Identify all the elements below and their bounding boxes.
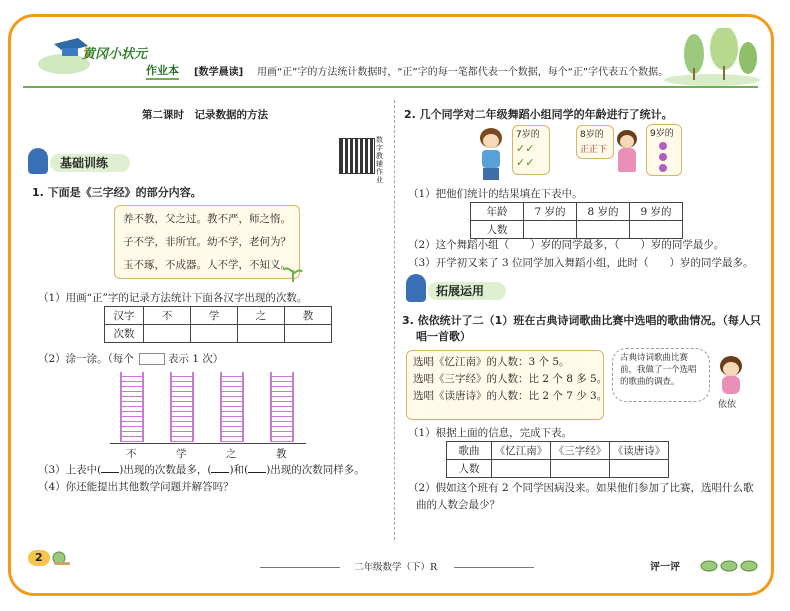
table-header-cell: 9 岁的 (630, 203, 683, 221)
answer-cell[interactable] (630, 221, 683, 239)
footer (24, 548, 760, 582)
info-box (406, 350, 608, 420)
section-title: 基础训练 (60, 156, 109, 170)
poem-line: 子不学，非所宜。幼不学，老何为？ (123, 236, 291, 248)
question-3-title-2: 唱一首歌） (416, 330, 471, 343)
girl-name: 依依 (718, 400, 737, 410)
snail-icon (50, 548, 72, 566)
answer-cell[interactable] (551, 460, 610, 478)
checkmarks: ✓✓ ✓✓ (516, 142, 535, 169)
table-header-cell: 汉字 (105, 307, 144, 325)
answer-blank[interactable] (101, 462, 119, 473)
table-row (105, 307, 332, 325)
table-row (447, 460, 669, 478)
badge: 作业本 (146, 64, 179, 80)
tally-column-zhi[interactable] (220, 372, 244, 442)
question-2-1: （1）把他们统计的结果填在下表中。 (408, 188, 583, 200)
answer-blank[interactable] (248, 462, 266, 473)
table-header-cell: 7 岁的 (524, 203, 577, 221)
table-header-cell: 教 (285, 307, 332, 325)
answer-cell[interactable] (610, 460, 669, 478)
table-header-cell: 8 岁的 (577, 203, 630, 221)
answer-cell[interactable] (492, 460, 551, 478)
answer-cell[interactable] (577, 221, 630, 239)
table-row-label: 人数 (447, 460, 492, 478)
table-row (471, 203, 683, 221)
info-line: 选唱《忆江南》的人数：3 个 5。 (413, 356, 570, 368)
tally-label: 不 (126, 448, 137, 460)
table-row (471, 221, 683, 239)
age7-card: 7岁的 ✓✓ ✓✓ (512, 125, 550, 175)
footer-rule-right (454, 567, 534, 568)
tally-baseline (110, 443, 306, 444)
legend-square (139, 353, 165, 365)
tally-label: 教 (276, 448, 287, 460)
page-number: 2 (35, 551, 43, 564)
answer-cell[interactable] (524, 221, 577, 239)
header-divider (23, 86, 758, 88)
table-header-cell: 年龄 (471, 203, 524, 221)
rating-label: 评一评 (650, 562, 680, 573)
book-title: 二年级数学（下）R (354, 562, 438, 573)
table-header-cell: 《忆江南》 (492, 442, 551, 460)
answer-cell[interactable] (144, 325, 191, 343)
question-1-4: （4）你还能提出其他数学问题并解答吗？ (38, 481, 234, 493)
table-header-cell: 《三字经》 (551, 442, 610, 460)
question-3-title-1: 3. 依依统计了二（1）班在古典诗词歌曲比赛中选唱的歌曲情况。（每人只 (402, 314, 761, 327)
table-header-cell: 《读唐诗》 (610, 442, 669, 460)
info-line: 选唱《三字经》的人数：比 2 个 8 多 5。 (413, 373, 608, 385)
question-1-3: （3）上表中( )出现的次数最多，( )和( )出现的次数同样多。 (38, 464, 365, 476)
question-3-2-line1: （2）假如这个班有 2 个同学因病没来。如果他们参加了比赛，选唱什么歌 (408, 482, 754, 494)
question-3-2-line2: 曲的人数会最少？ (416, 499, 500, 511)
table-row (105, 325, 332, 343)
student-icon (28, 148, 48, 174)
answer-cell[interactable] (285, 325, 332, 343)
plant-icon (282, 262, 304, 282)
lesson-title: 第二课时 记录数据的方法 (142, 109, 268, 121)
answer-cell[interactable] (191, 325, 238, 343)
table-row (447, 442, 669, 460)
table-age-count (470, 202, 683, 239)
footer-rule-left (260, 567, 340, 568)
girl-figure (612, 130, 642, 180)
question-2-3: （3）开学初又来了 3 位同学加入舞蹈小组，此时（ ）岁的同学最多。 (408, 257, 754, 269)
table-row-label: 人数 (471, 221, 524, 239)
boy-figure (474, 128, 508, 180)
answer-cell[interactable] (238, 325, 285, 343)
table-header-cell: 不 (144, 307, 191, 325)
student-icon (406, 274, 426, 302)
page-frame (8, 14, 774, 596)
logo-text: 黄冈小状元 (82, 47, 148, 62)
qr-code-icon (339, 138, 375, 174)
question-1-1: （1）用画“正”字的记录方法统计下面各汉字出现的次数。 (38, 292, 308, 304)
question-2-title: 2. 几个同学对二年级舞蹈小组同学的年龄进行了统计。 (404, 108, 673, 121)
age9-card: 9岁的 (646, 124, 682, 176)
table-header-cell: 学 (191, 307, 238, 325)
section-extension (404, 272, 514, 304)
speech-text: 古典诗词歌曲比赛前，我做了一个选唱的歌曲的调查。 (620, 353, 697, 387)
reading-text: 用画“正”字的方法统计数据时，“正”字的每一笔都代表一个数据，每个“正”字代表五个数据。 (257, 67, 669, 78)
table-header-cell: 之 (238, 307, 285, 325)
tally-column-bu[interactable] (120, 372, 144, 442)
question-1-2-suffix: 表示 1 次） (168, 353, 224, 365)
question-3-1: （1）根据上面的信息，完成下表。 (408, 427, 573, 439)
tally-label: 学 (176, 448, 187, 460)
tally-label: 之 (226, 448, 237, 460)
tally-marks: 正正下 (580, 145, 608, 155)
section-title: 拓展运用 (436, 284, 485, 298)
table-header-cell: 歌曲 (447, 442, 492, 460)
trees-decoration-icon (664, 28, 760, 86)
table-row-label: 次数 (105, 325, 144, 343)
tally-column-xue[interactable] (170, 372, 194, 442)
poem-line: 玉不琢，不成器。人不学，不知义。 (123, 259, 291, 271)
poem-box (114, 205, 300, 279)
rating-leaves-icon[interactable] (700, 556, 758, 572)
question-1-2-prefix: （2）涂一涂。（每个 (38, 353, 134, 365)
yiyi-figure (716, 356, 746, 396)
question-1-title: 1. 下面是《三字经》的部分内容。 (32, 186, 202, 199)
qr-label: 数字教辅作业 (376, 136, 383, 184)
section-basic-training (26, 148, 136, 174)
column-divider (394, 100, 395, 540)
table-song-count (446, 441, 669, 478)
info-line: 选唱《读唐诗》的人数：比 2 个 7 少 3。 (413, 390, 608, 402)
poem-line: 养不教，父之过。教不严，师之惰。 (123, 213, 291, 225)
answer-blank[interactable] (211, 462, 229, 473)
reading-title: [数学晨读] (194, 67, 244, 78)
header (24, 28, 760, 86)
tally-column-jiao[interactable] (270, 372, 294, 442)
question-2-2: （2）这个舞蹈小组（ ）岁的同学最多，（ ）岁的同学最少。 (408, 239, 725, 251)
age8-card: 8岁的 正正下 (576, 125, 614, 159)
table-hanzi-count (104, 306, 332, 343)
